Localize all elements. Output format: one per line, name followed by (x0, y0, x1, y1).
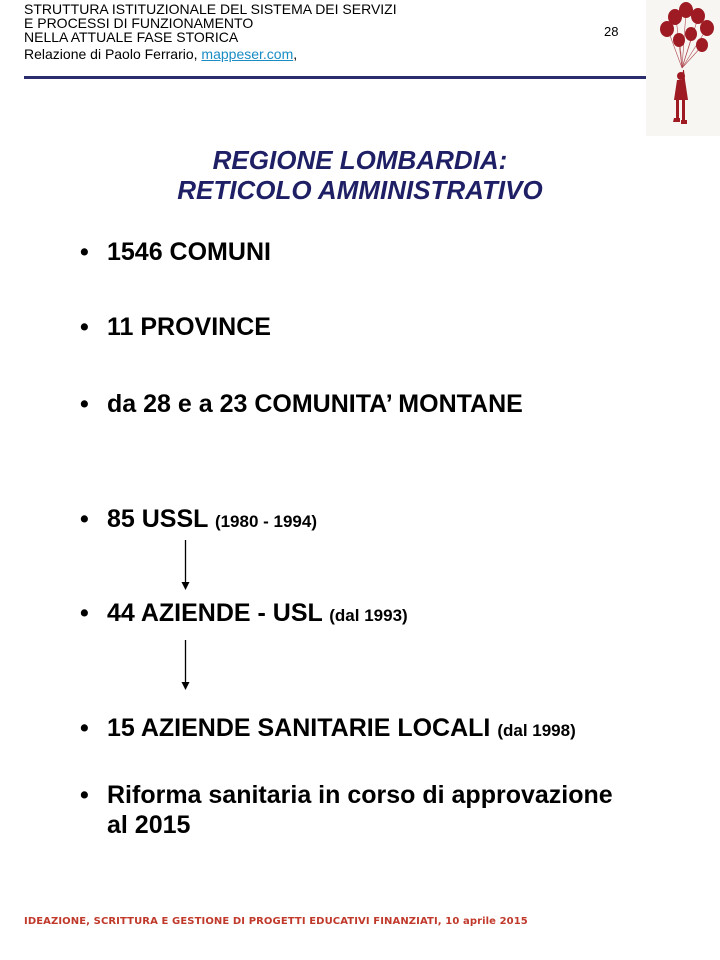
bullet-text: 15 AZIENDE SANITARIE LOCALI (107, 714, 498, 742)
bullet-dot: • (80, 505, 89, 533)
bullet-dot: • (80, 390, 89, 418)
down-arrow-icon (181, 640, 190, 690)
title-line-1: REGIONE LOMBARDIA: (212, 145, 508, 175)
byline-suffix: , (293, 46, 298, 62)
title-line-2: RETICOLO AMMINISTRATIVO (177, 175, 543, 205)
page-number: 28 (604, 24, 619, 39)
header-line-3: NELLA ATTUALE FASE STORICA (24, 29, 239, 45)
bullet-note: (dal 1993) (329, 606, 408, 625)
bullet-note: (1980 - 1994) (214, 512, 318, 531)
footer: IDEAZIONE, SCRITTURA E GESTIONE DI PROGETTI EDUCATIVI FINANZIATI, 10 aprile 2015 (24, 916, 528, 927)
bullet-text: da 28 e a 23 COMUNITA’ MONTANE (107, 390, 523, 418)
bullet-text: 85 USSL (107, 505, 215, 533)
byline-prefix: Relazione di Paolo Ferrario, (24, 46, 202, 62)
bullet-text: 11 PROVINCE (107, 313, 271, 341)
bullet-text: 44 AZIENDE - USL (107, 599, 330, 627)
bullet-note: (dal 1998) (497, 721, 576, 740)
bullet-text: Riforma sanitaria in corso di approvazione al 2015 (107, 781, 613, 839)
bullet-text: 1546 COMUNI (107, 238, 271, 266)
header-line-2: E PROCESSI DI FUNZIONAMENTO (24, 15, 254, 31)
mappeser-link[interactable]: mappeser.com (201, 46, 294, 62)
header-line-1: STRUTTURA ISTITUZIONALE DEL SISTEMA DEI SERVIZI (24, 1, 397, 17)
bullet-dot: • (80, 599, 89, 627)
bullet-dot: • (80, 781, 89, 809)
bullet-dot: • (80, 313, 89, 341)
bullet-dot: • (80, 238, 89, 266)
bullet-dot: • (80, 714, 89, 742)
down-arrow-icon (181, 540, 190, 590)
